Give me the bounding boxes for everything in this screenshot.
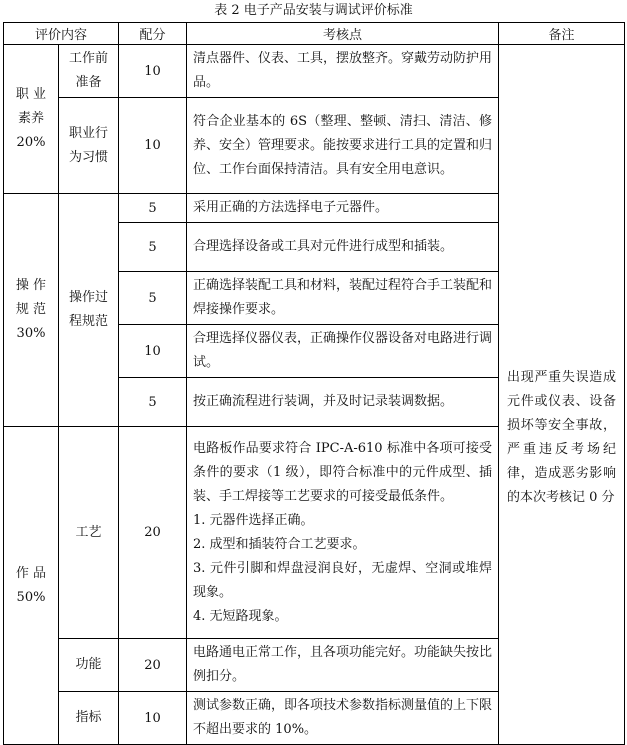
- sub-item: [59, 639, 119, 692]
- score-cell: 20: [119, 427, 187, 639]
- sub-item-label: 功能: [75, 657, 102, 672]
- score-cell: 5: [119, 223, 187, 272]
- category-operation: [4, 194, 59, 427]
- check-list-item: 2. 成型和插装符合工艺要求。: [193, 536, 366, 552]
- check-text: 电路板作品要求符合 IPC-A-610 标准中各项可接受条件的要求（1 级），即符合标准中的元件成型、插装、手工焊接等工艺要求的可接受最低条件。: [193, 440, 493, 504]
- category-professional: [4, 45, 59, 194]
- score-cell: 10: [119, 98, 187, 194]
- check-cell: 电路通电正常工作，且各项功能完好。功能缺失按比例扣分。: [187, 639, 499, 692]
- sub-item: [59, 98, 119, 194]
- check-cell: 合理选择设备或工具对元件进行成型和插装。: [187, 223, 499, 272]
- table-row: [4, 45, 625, 98]
- table-caption: 表 2 电子产品安装与调试评价标准: [214, 3, 413, 18]
- check-cell: 按正确流程进行装调，并及时记录装调数据。: [187, 378, 499, 427]
- check-cell: 清点器件、仪表、工具，摆放整齐。穿戴劳动防护用品。: [187, 45, 499, 98]
- check-list-item: 4. 无短路现象。: [193, 608, 288, 624]
- score-cell: 10: [119, 45, 187, 98]
- check-cell: [187, 427, 499, 639]
- score-cell: 10: [119, 325, 187, 378]
- sub-item: [59, 45, 119, 98]
- category-label: 职 业 素养 20%: [15, 87, 47, 150]
- check-list-item: 1. 元器件选择正确。: [193, 512, 314, 528]
- sub-item-label: 操作过 程规范: [69, 290, 109, 329]
- check-cell: 采用正确的方法选择电子元器件。: [187, 194, 499, 223]
- header-check: 考核点: [187, 23, 499, 45]
- header-content: 评价内容: [4, 23, 119, 45]
- category-product: [4, 427, 59, 745]
- remark-cell: [499, 45, 625, 745]
- sub-item: [59, 427, 119, 639]
- sub-item-label: 工艺: [75, 524, 102, 540]
- category-label: 操 作 规 范 30%: [15, 278, 47, 341]
- check-cell: 合理选择仪器仪表，正确操作仪器设备对电路进行调试。: [187, 325, 499, 378]
- score-cell: 5: [119, 378, 187, 427]
- sub-item: [59, 194, 119, 427]
- header-row: [4, 23, 625, 45]
- score-cell: 10: [119, 692, 187, 745]
- header-remark: 备注: [499, 23, 625, 45]
- category-label: 作 品 50%: [15, 565, 47, 605]
- check-cell: 符合企业基本的 6S（整理、整顿、清扫、清洁、修养、安全）管理要求。能按要求进行工具的定置和归位、工作台面保持清洁。具有安全用电意识。: [187, 98, 499, 194]
- sub-item-label: 工作前 准备: [69, 51, 109, 90]
- score-cell: 5: [119, 272, 187, 325]
- score-cell: 20: [119, 639, 187, 692]
- remark-text: 出现严重失误造成元件或仪表、设备损坏等安全事故，严重违反考场纪律，造成恶劣影响的本次考核记 0 分: [507, 369, 617, 505]
- evaluation-table: [3, 22, 625, 745]
- header-score: 配分: [119, 23, 187, 45]
- check-cell: 测试参数正确，即各项技术参数指标测量值的上下限不超出要求的 10%。: [187, 692, 499, 745]
- score-cell: 5: [119, 194, 187, 223]
- sub-item-label: 职业行 为习惯: [69, 125, 109, 165]
- sub-item-label: 指标: [75, 710, 102, 725]
- check-list-item: 3. 元件引脚和焊盘浸润良好，无虚焊、空洞或堆焊现象。: [193, 560, 493, 600]
- sub-item: [59, 692, 119, 745]
- check-cell: 正确选择装配工具和材料，装配过程符合手工装配和焊接操作要求。: [187, 272, 499, 325]
